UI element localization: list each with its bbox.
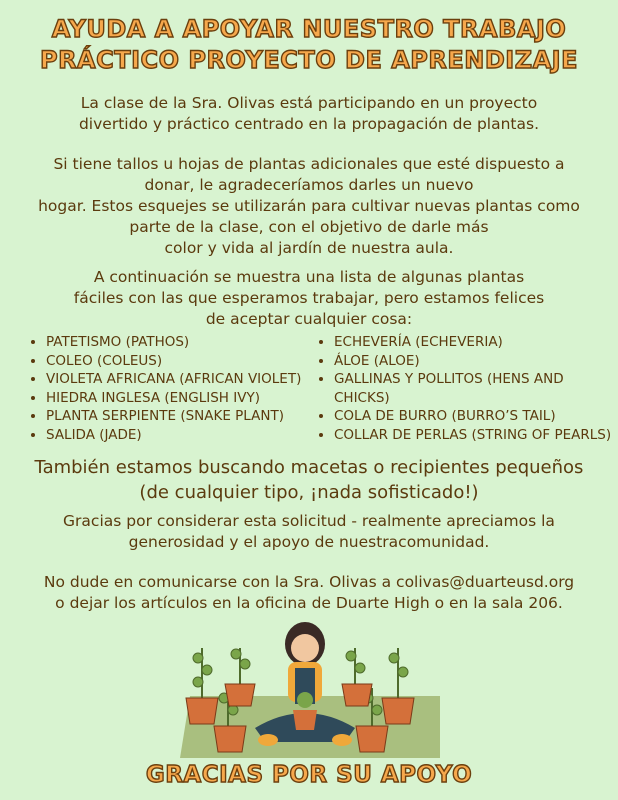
gardening-illustration [150, 618, 470, 758]
title-line-1: AYUDA A APOYAR NUESTRO TRABAJO [51, 15, 567, 43]
list-intro [0, 267, 618, 330]
list-item: • SALIDA (JADE) [46, 426, 336, 445]
list-item: • COLA DE BURRO (BURRO’S TAIL) [334, 407, 614, 426]
list-item: • HIEDRA INGLESA (ENGLISH IVY) [46, 389, 336, 408]
request-line: parte de la clase, con el objetivo de darle más [129, 218, 489, 236]
request-line: hogar. Estos esquejes se utilizarán para cultivar nuevas plantas como [38, 197, 580, 215]
list-item: • PLANTA SERPIENTE (SNAKE PLANT) [46, 407, 336, 426]
pots-line: También estamos buscando macetas o recipientes pequeños [34, 457, 584, 478]
contact-line: No dude en comunicarse con la Sra. Olivas a colivas@duarteusd.org [43, 573, 575, 591]
list-item: • PATETISMO (PATHOS) [46, 333, 336, 352]
list-item: • ECHEVERÍA (ECHEVERIA) [334, 333, 614, 352]
thanks-line: Gracias por considerar esta solicitud - realmente apreciamos la [63, 512, 555, 530]
woman-figure [255, 622, 355, 746]
contact-paragraph [0, 572, 618, 614]
intro-line: La clase de la Sra. Olivas está participando en un proyecto [80, 94, 538, 112]
list-intro-line: A continuación se muestra una lista de algunas plantas [93, 268, 525, 286]
list-item: • COLLAR DE PERLAS (STRING OF PEARLS) [334, 426, 614, 445]
request-line: donar, le agradeceríamos darles un nuevo [144, 176, 474, 194]
list-item: • ÁLOE (ALOE) [334, 352, 614, 371]
request-paragraph [0, 154, 618, 259]
request-line: Si tiene tallos u hojas de plantas adicionales que esté dispuesto a [53, 155, 565, 173]
list-item: • GALLINAS Y POLLITOS (HENS AND CHICKS) [334, 370, 614, 407]
list-item: • VIOLETA AFRICANA (AFRICAN VIOLET) [46, 370, 336, 389]
pots-line: (de cualquier tipo, ¡nada sofisticado!) [139, 482, 479, 503]
contact-line: o dejar los artículos en la oficina de Duarte High o en la sala 206. [55, 594, 563, 612]
pots-request [0, 455, 618, 505]
request-line: color y vida al jardín de nuestra aula. [164, 239, 454, 257]
footer-thanks: GRACIAS POR SU APOYO [145, 762, 473, 788]
list-item: • COLEO (COLEUS) [46, 352, 336, 371]
title [0, 14, 618, 76]
intro-line: divertido y práctico centrado en la propagación de plantas. [78, 115, 540, 133]
thanks-line: generosidad y el apoyo de nuestracomunidad. [128, 533, 490, 551]
list-intro-line: de aceptar cualquier cosa: [205, 310, 413, 328]
plant-list-left [24, 333, 336, 444]
title-line-2: PRÁCTICO PROYECTO DE APRENDIZAJE [39, 46, 578, 74]
list-intro-line: fáciles con las que esperamos trabajar, pero estamos felices [73, 289, 545, 307]
plant-list-right [312, 333, 614, 444]
intro-paragraph [0, 93, 618, 135]
thanks-paragraph [0, 511, 618, 553]
